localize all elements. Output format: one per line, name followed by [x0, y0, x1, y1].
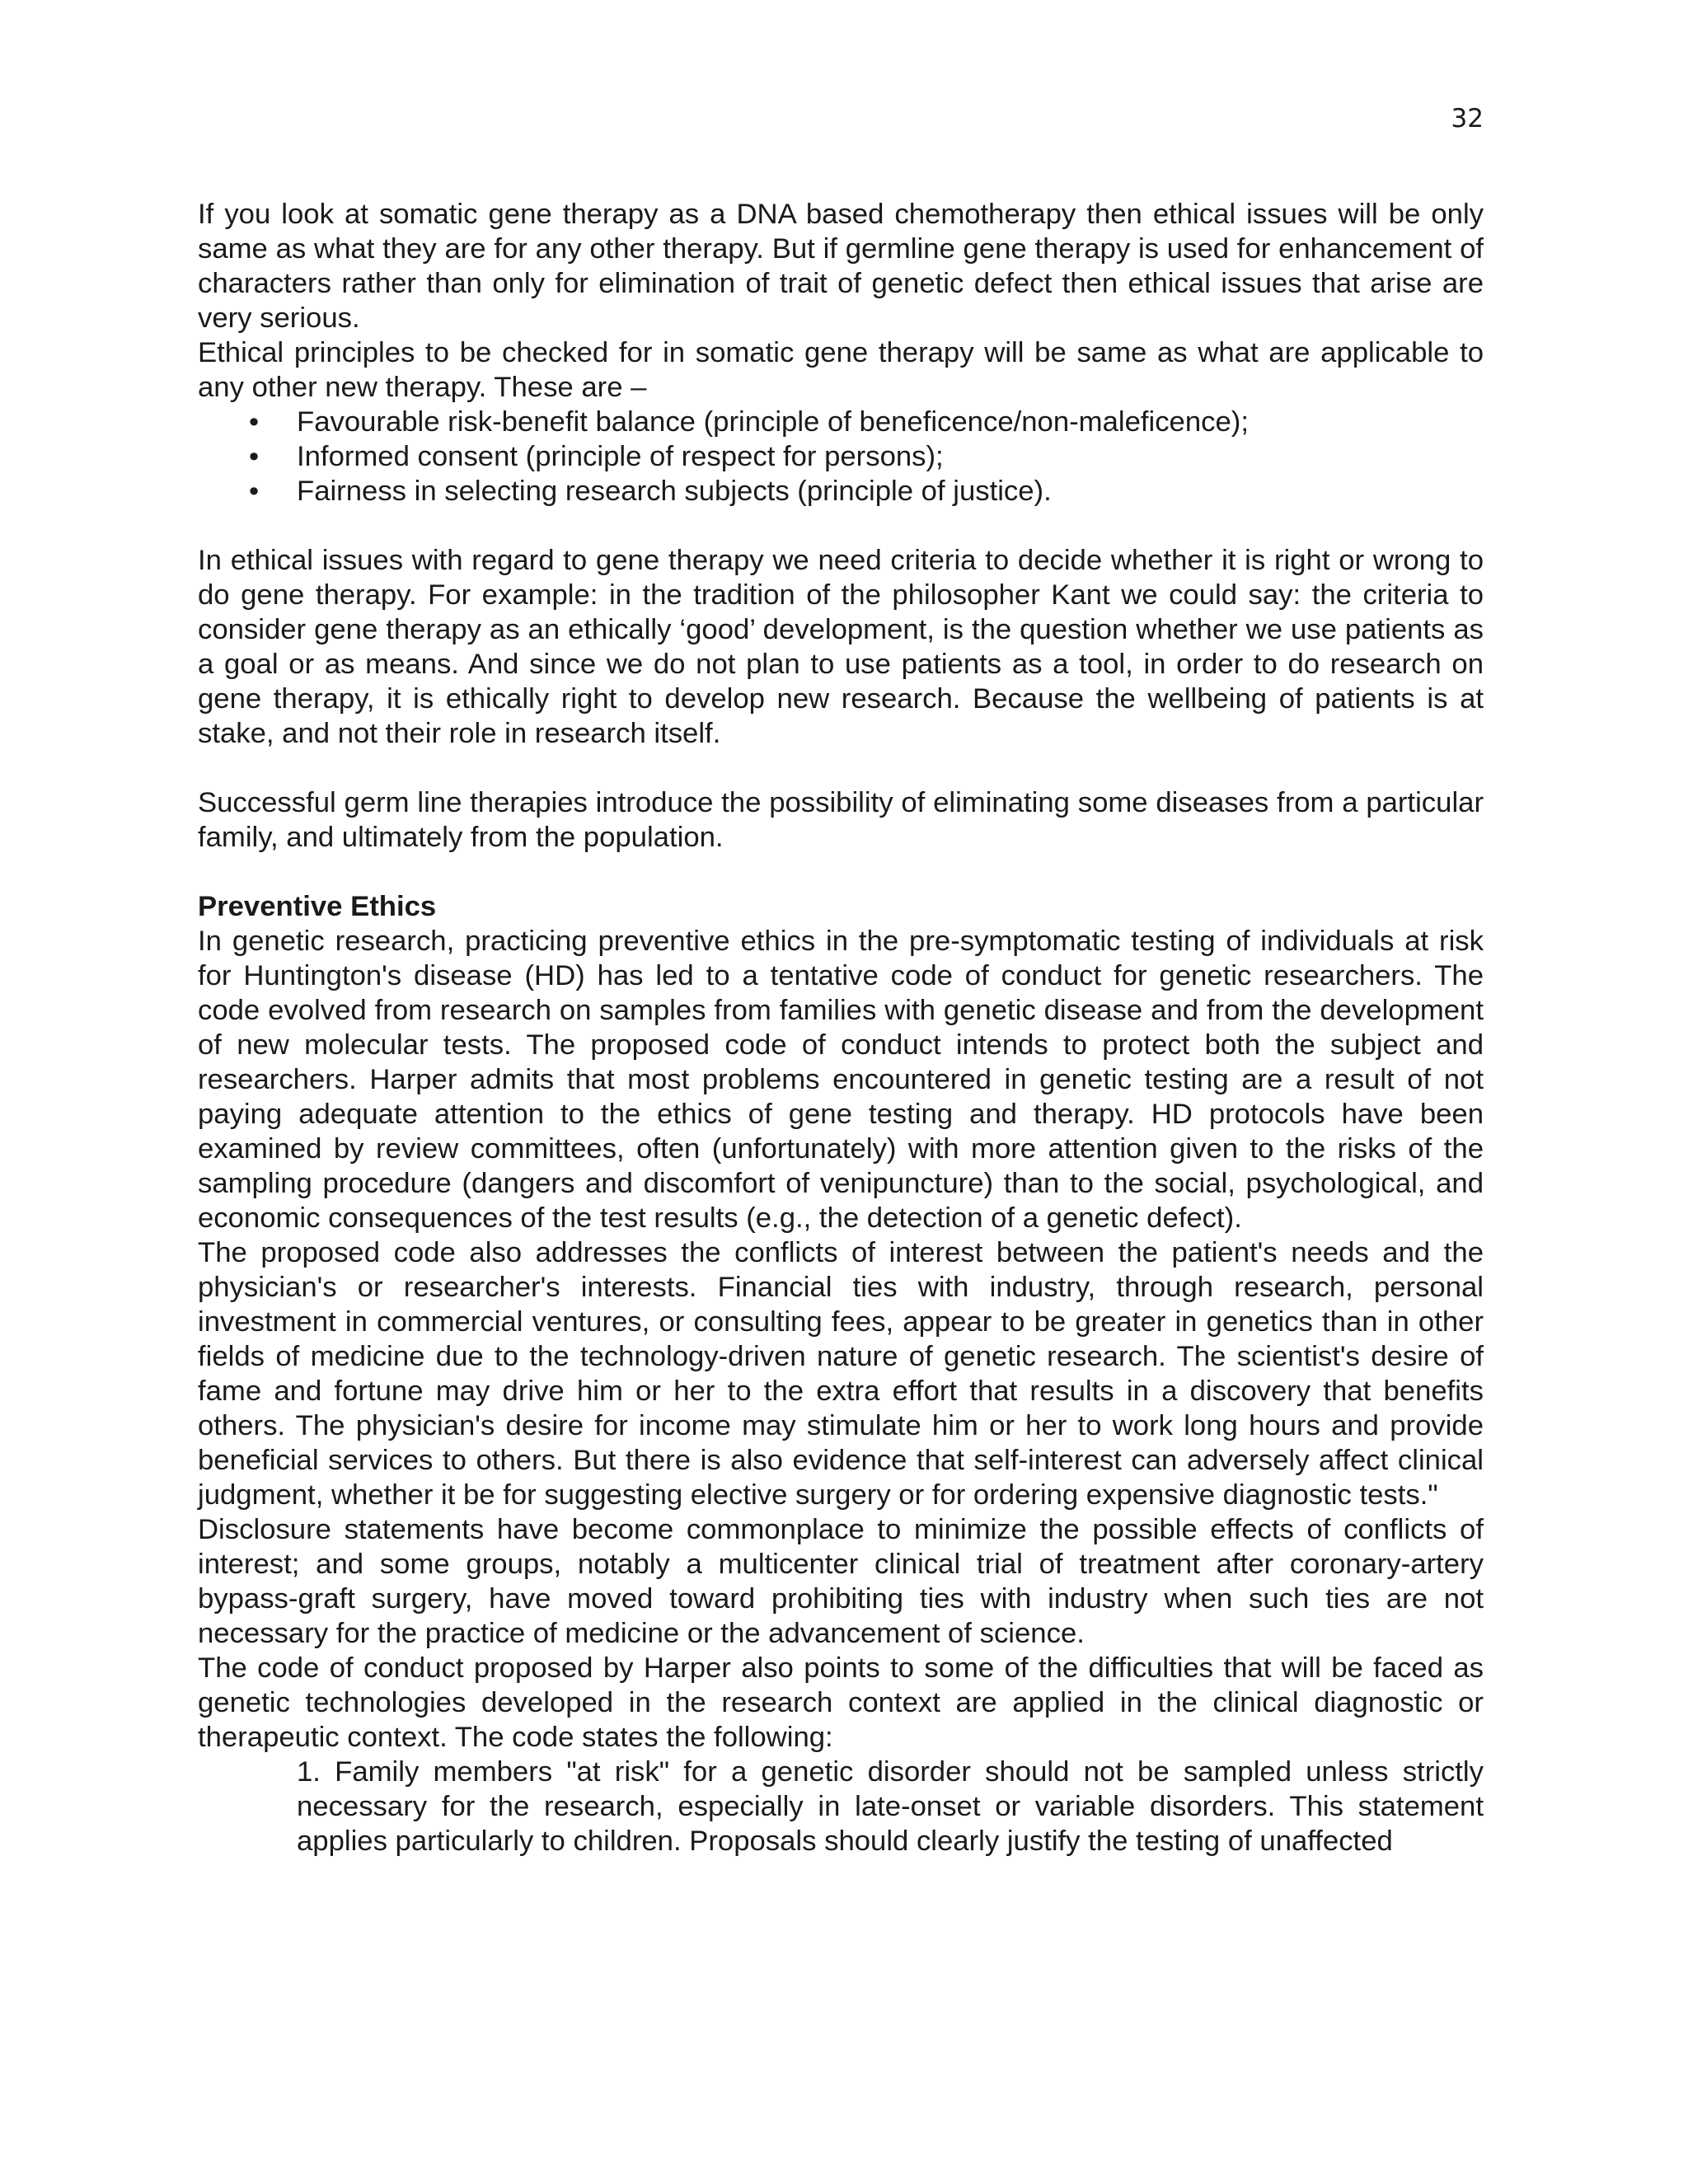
list-item: • Informed consent (principle of respect for persons); [297, 439, 1484, 474]
preventive-paragraph-2: The proposed code also addresses the conflicts of interest between the patient's needs and the physician's or researcher's interests. Financial ties with industry, through research, personal investment in commercial ventures, or consulting fees, appear to be greater in genetics than in other fields of medicine due to the technology-driven nature of genetic research. The scientist's desire of fame and fortune may drive him or her to the extra effort that results in a discovery that benefits others. The physician's desire for income may stimulate him or her to work long hours and provide beneficial services to others. But there is also evidence that self-interest can adversely affect clinical judgment, whether it be for suggesting elective surgery or for ordering expensive diagnostic tests." [198, 1237, 1484, 1511]
principles-intro: Ethical principles to be checked for in somatic gene therapy will be same as what are applicable to any other new therapy. These are – [198, 337, 1484, 403]
preventive-paragraph-1: In genetic research, practicing preventive ethics in the pre-symptomatic testing of individuals at risk for Huntington's disease (HD) has led to a tentative code of conduct for genetic researchers. The code evolved from research on samples from families with genetic disease and from the development of new molecular tests. The proposed code of conduct intends to protect both the subject and researchers. Harper admits that most problems encountered in genetic testing are a result of not paying adequate attention to the ethics of gene testing and therapy. HD protocols have been examined by review committees, often (unfortunately) with more attention given to the risks of the sampling procedure (dangers and discomfort of venipuncture) than to the social, psychological, and economic consequences of the test results (e.g., the detection of a genetic defect). [198, 926, 1484, 1234]
intro-paragraph: If you look at somatic gene therapy as a DNA based chemotherapy then ethical issues will be only same as what they are for any other therapy. But if germline gene therapy is used for enhancement of characters rather than only for elimination of trait of genetic defect then ethical issues that arise are very serious. [198, 199, 1484, 334]
page-number: 32 [1451, 104, 1484, 134]
section-heading: Preventive Ethics [198, 891, 437, 922]
document-body [198, 197, 1484, 1858]
list-item: • Favourable risk-benefit balance (principle of beneficence/non-maleficence); [297, 405, 1484, 439]
preventive-paragraph-3: Disclosure statements have become commonplace to minimize the possible effects of conflicts of interest; and some groups, notably a multicenter clinical trial of treatment after coronary-artery bypass-graft surgery, have moved toward prohibiting ties with industry when such ties are not necessary for the practice of medicine or the advancement of science. [198, 1514, 1484, 1649]
code-list [198, 1755, 1484, 1858]
list-item: • Fairness in selecting research subjects (principle of justice). [297, 474, 1484, 509]
preventive-paragraph-4: The code of conduct proposed by Harper also points to some of the difficulties that will be faced as genetic technologies developed in the research context are applied in the clinical diagnostic or therapeutic context. The code states the following: [198, 1652, 1484, 1753]
code-item-1: 1. Family members "at risk" for a genetic disorder should not be sampled unless strictly necessary for the research, especially in late-onset or variable disorders. This statement applies particularly to children. Proposals should clearly justify the testing of unaffected [297, 1756, 1484, 1857]
criteria-paragraph: In ethical issues with regard to gene therapy we need criteria to decide whether it is right or wrong to do gene therapy. For example: in the tradition of the philosopher Kant we could say: the criteria to consider gene therapy as an ethically ‘good’ development, is the question whether we use patients as a goal or as means. And since we do not plan to use patients as a tool, in order to do research on gene therapy, it is ethically right to develop new research. Because the wellbeing of patients is at stake, and not their role in research itself. [198, 545, 1484, 749]
germline-paragraph: Successful germ line therapies introduce the possibility of eliminating some diseases from a particular family, and ultimately from the population. [198, 787, 1484, 853]
principles-list [198, 405, 1484, 509]
